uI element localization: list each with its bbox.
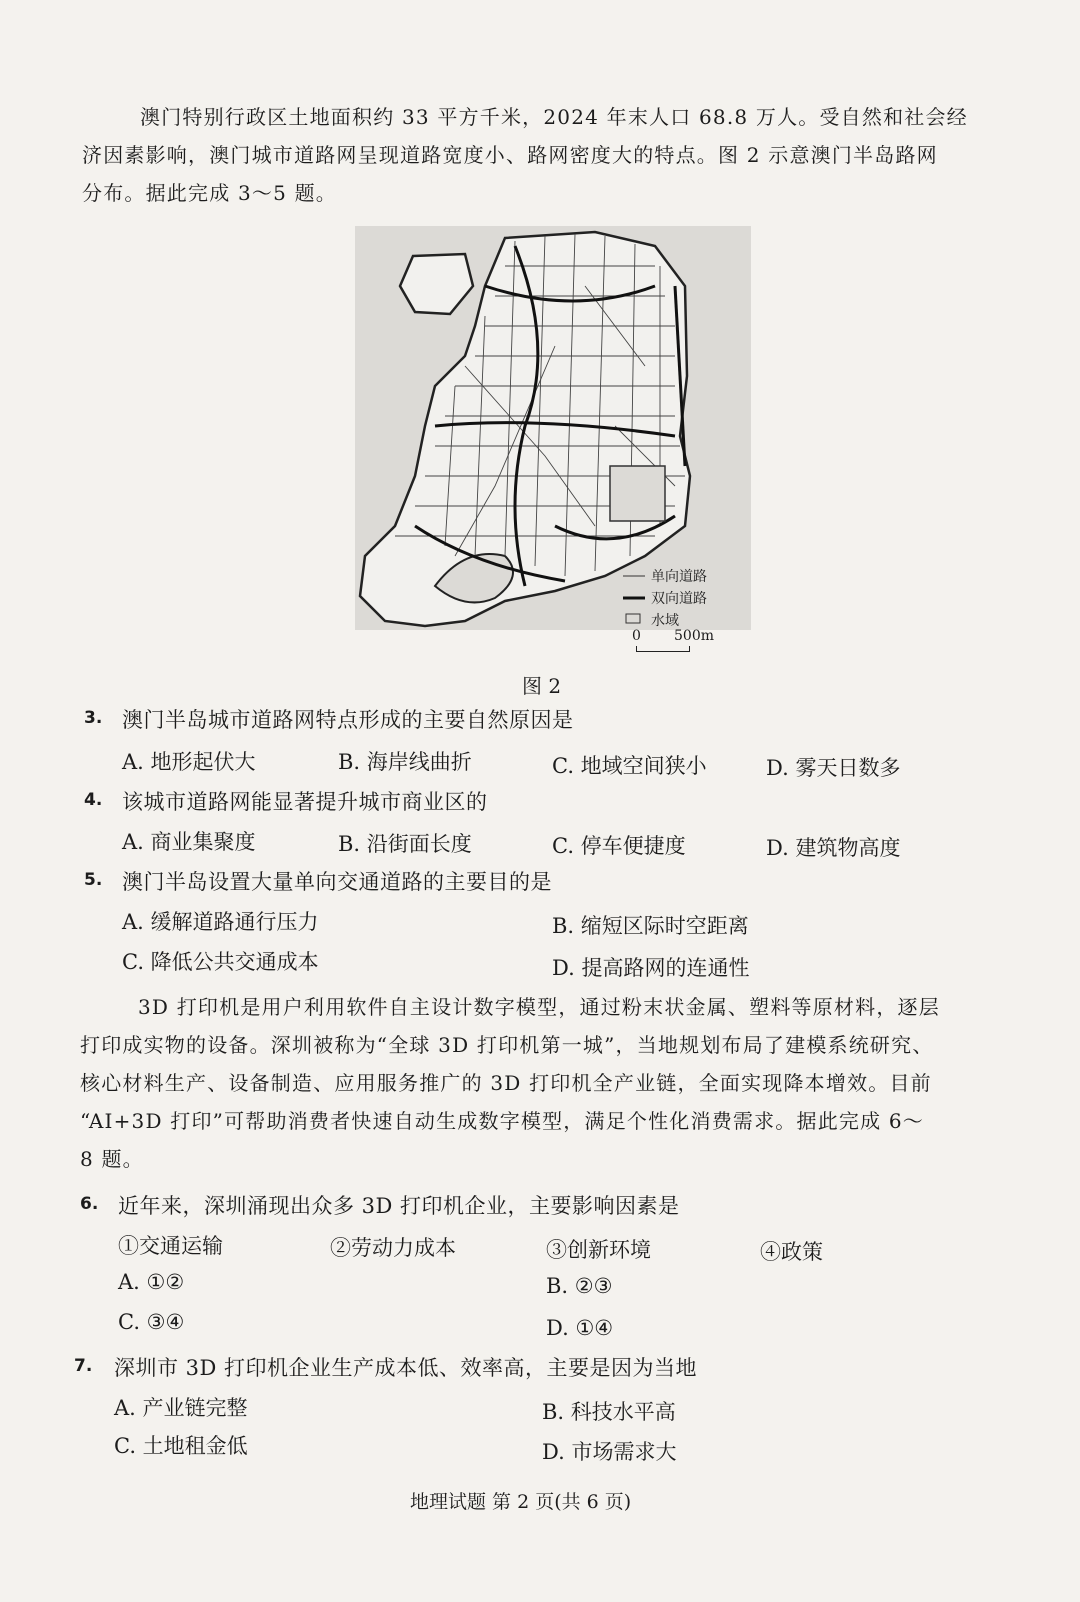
option-d[interactable]: D. ①④ xyxy=(546,1316,614,1340)
option-c[interactable]: C. 停车便捷度 xyxy=(552,834,686,858)
option-d[interactable]: D. 市场需求大 xyxy=(542,1440,677,1464)
factor-4: ④政策 xyxy=(760,1240,823,1264)
intro-line: 3D 打印机是用户利用软件自主设计数字模型，通过粉末状金属、塑料等原材料，逐层 xyxy=(138,995,940,1019)
question-stem: 澳门半岛设置大量单向交通道路的主要目的是 xyxy=(122,870,552,894)
question-number: 4. xyxy=(84,790,103,810)
option-c[interactable]: C. ③④ xyxy=(118,1310,185,1334)
intro-line: 澳门特别行政区土地面积约 33 平方千米，2024 年末人口 68.8 万人。受自然和社会经 xyxy=(140,105,968,129)
option-d[interactable]: D. 建筑物高度 xyxy=(766,836,901,860)
question-number: 5. xyxy=(84,870,103,890)
option-a[interactable]: A. 产业链完整 xyxy=(114,1396,248,1420)
question-stem: 该城市道路网能显著提升城市商业区的 xyxy=(122,790,488,814)
option-d[interactable]: D. 雾天日数多 xyxy=(766,756,901,780)
factor-1: ①交通运输 xyxy=(118,1234,223,1258)
question-stem: 深圳市 3D 打印机企业生产成本低、效率高，主要是因为当地 xyxy=(114,1356,698,1380)
option-b[interactable]: B. 海岸线曲折 xyxy=(338,750,472,774)
legend-one-way: 单向道路 xyxy=(651,569,707,585)
option-a[interactable]: A. ①② xyxy=(118,1270,185,1294)
figure-caption: 图 2 xyxy=(522,674,562,698)
intro-passage-macau xyxy=(82,98,1000,212)
page-footer: 地理试题 第 2 页(共 6 页) xyxy=(410,1491,632,1513)
factor-3: ③创新环境 xyxy=(546,1238,651,1262)
question-stem: 近年来，深圳涌现出众多 3D 打印机企业，主要影响因素是 xyxy=(118,1194,680,1218)
scale-zero: 0 xyxy=(632,628,641,644)
option-a[interactable]: A. 缓解道路通行压力 xyxy=(122,910,319,934)
legend-two-way: 双向道路 xyxy=(651,591,707,607)
option-c[interactable]: C. 土地租金低 xyxy=(114,1434,248,1458)
intro-line: 济因素影响，澳门城市道路网呈现道路宽度小、路网密度大的特点。图 2 示意澳门半岛路网 xyxy=(82,143,938,167)
option-b[interactable]: B. 沿街面长度 xyxy=(338,832,472,856)
option-b[interactable]: B. ②③ xyxy=(546,1274,613,1298)
option-b[interactable]: B. 科技水平高 xyxy=(542,1400,676,1424)
intro-line: “AI+3D 打印”可帮助消费者快速自动生成数字模型，满足个性化消费需求。据此完成 6～ xyxy=(80,1109,924,1133)
intro-line: 分布。据此完成 3～5 题。 xyxy=(82,181,337,205)
option-a[interactable]: A. 地形起伏大 xyxy=(122,750,256,774)
option-c[interactable]: C. 降低公共交通成本 xyxy=(122,950,319,974)
question-number: 6. xyxy=(80,1194,99,1214)
option-a[interactable]: A. 商业集聚度 xyxy=(122,830,256,854)
question-number: 3. xyxy=(84,708,103,728)
question-stem: 澳门半岛城市道路网特点形成的主要自然原因是 xyxy=(122,708,574,732)
option-b[interactable]: B. 缩短区际时空距离 xyxy=(552,914,749,938)
intro-line: 8 题。 xyxy=(80,1147,144,1171)
legend-water: 水域 xyxy=(651,613,679,629)
option-d[interactable]: D. 提高路网的连通性 xyxy=(552,956,750,980)
question-number: 7. xyxy=(74,1356,93,1376)
scale-value: 500m xyxy=(674,628,714,644)
intro-line: 核心材料生产、设备制造、应用服务推广的 3D 打印机全产业链，全面实现降本增效。目前 xyxy=(80,1071,932,1095)
factor-2: ②劳动力成本 xyxy=(330,1236,456,1260)
intro-line: 打印成实物的设备。深圳被称为“全球 3D 打印机第一城”，当地规划布局了建模系统研究、 xyxy=(80,1033,934,1057)
option-c[interactable]: C. 地域空间狭小 xyxy=(552,754,707,778)
scale-bar xyxy=(636,646,690,652)
macau-road-map xyxy=(355,226,751,630)
intro-passage-3d-printing xyxy=(80,988,998,1178)
